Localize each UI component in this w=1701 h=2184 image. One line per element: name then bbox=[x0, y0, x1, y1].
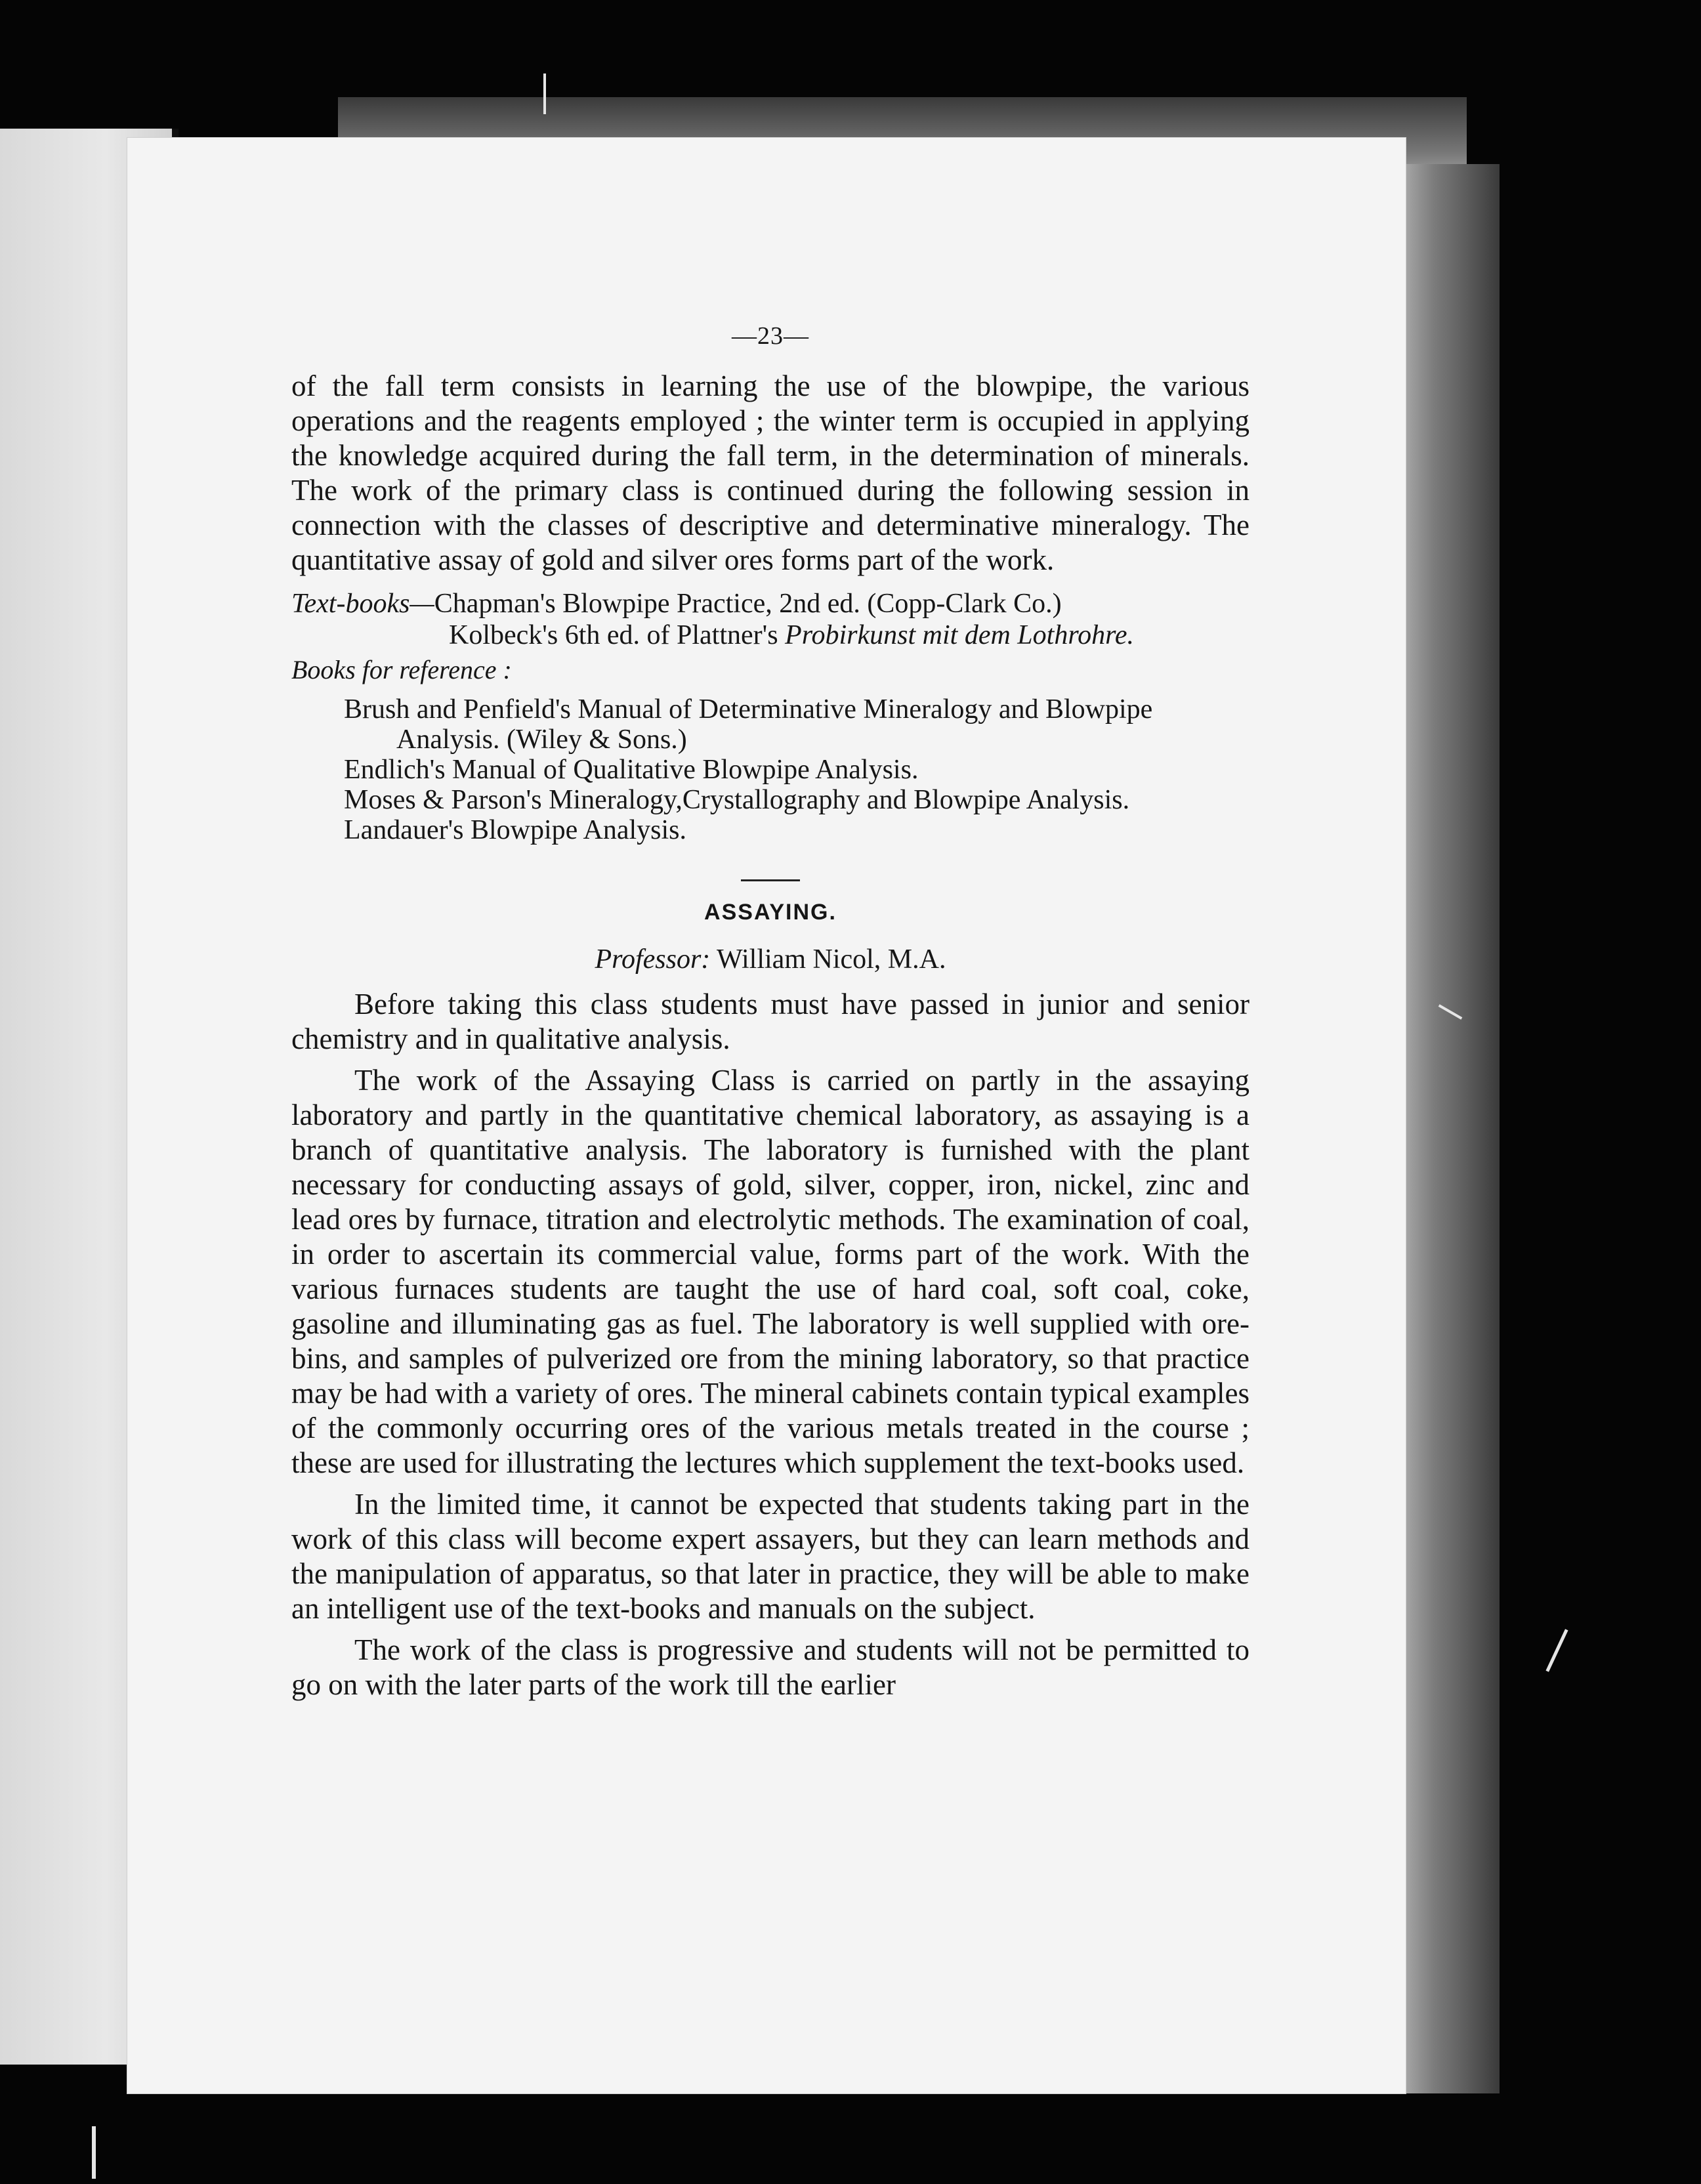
book-page bbox=[127, 138, 1406, 2093]
textbooks-line bbox=[291, 588, 1250, 620]
reference-list bbox=[291, 694, 1250, 845]
reference-item: Endlich's Manual of Qualitative Blowpipe Analysis. bbox=[344, 755, 919, 785]
page-number: —23— bbox=[732, 322, 809, 350]
textbook-first: Chapman's Blowpipe Practice, 2nd ed. (Copp-Clark Co.) bbox=[434, 589, 1062, 619]
reference-item: Brush and Penfield's Manual of Determinative Mineralogy and Blowpipe Analysis. (Wiley & Sons.) bbox=[344, 694, 1153, 755]
section-heading: ASSAYING. bbox=[704, 900, 837, 925]
professor-label: Professor: bbox=[595, 944, 711, 975]
section-paragraph: The work of the Assaying Class is carried on partly in the assaying laboratory and partly in the quantitative chemical laboratory, as assaying is a branch of quantitative analysis. The laboratory is furnished with the plant necessary for conducting assays of gold, silver, copper, iron, nickel, zinc and lead ores by furnace, titration and electrolytic methods. The examination of coal, in order to ascertain its commercial value, forms part of the work. With the various furnaces students are taught the use of hard coal, soft coal, coke, gasoline and illuminating gas as fuel. The laboratory is well supplied with ore-bins, and samples of pulverized ore from the mining laboratory, so that practice may be had with a variety of ores. The mineral cabinets contain typical examples of the commonly occurring ores of the various metals treated in the course ; these are used for illustrating the lectures which supplement the text-books used. bbox=[291, 1064, 1250, 1479]
section-paragraph: Before taking this class students must have passed in junior and senior chemistry and in qualitative analysis. bbox=[291, 988, 1250, 1055]
section-paragraph: In the limited time, it cannot be expected that students taking part in the work of this class will become expert assayers, but they can learn methods and the manipulation of apparatus, so that later in practice, they will be able to make an intelligent use of the text-books and manuals on the subject. bbox=[291, 1488, 1250, 1625]
reference-item: Landauer's Blowpipe Analysis. bbox=[344, 815, 686, 845]
professor-name: William Nicol, M.A. bbox=[717, 944, 946, 975]
professor-line bbox=[291, 941, 1250, 978]
section-paragraph: The work of the class is progressive and students will not be permitted to go on with the later parts of the work till the earlier bbox=[291, 1633, 1250, 1701]
page-block-edge bbox=[1391, 164, 1500, 2093]
film-scratch bbox=[1545, 1629, 1568, 1672]
textbook-second-prefix: Kolbeck's 6th ed. of Plattner's bbox=[449, 620, 786, 650]
section-divider bbox=[741, 879, 800, 881]
upper-text bbox=[291, 322, 1250, 1709]
reference-item: Moses & Parson's Mineralogy,Crystallography and Blowpipe Analysis. bbox=[344, 785, 1130, 815]
textbooks-label: Text-books— bbox=[291, 589, 434, 619]
film-scratch bbox=[543, 74, 546, 114]
film-scratch bbox=[92, 2126, 96, 2179]
textbook-second-title: Probirkunst mit dem Lothrohre. bbox=[785, 620, 1135, 650]
intro-paragraph: of the fall term consists in learning the use of the blowpipe, the various operations and the reagents employed ; the winter term is occupied in applying the knowledge acquired during the fall term, in the determination of minerals. The work of the primary class is continued during the following session in connection with the classes of descriptive and determinative mineralogy. The quantitative assay of gold and silver ores forms part of the work. bbox=[291, 369, 1250, 576]
reference-label: Books for reference : bbox=[291, 655, 512, 684]
textbook-second bbox=[291, 620, 1250, 651]
